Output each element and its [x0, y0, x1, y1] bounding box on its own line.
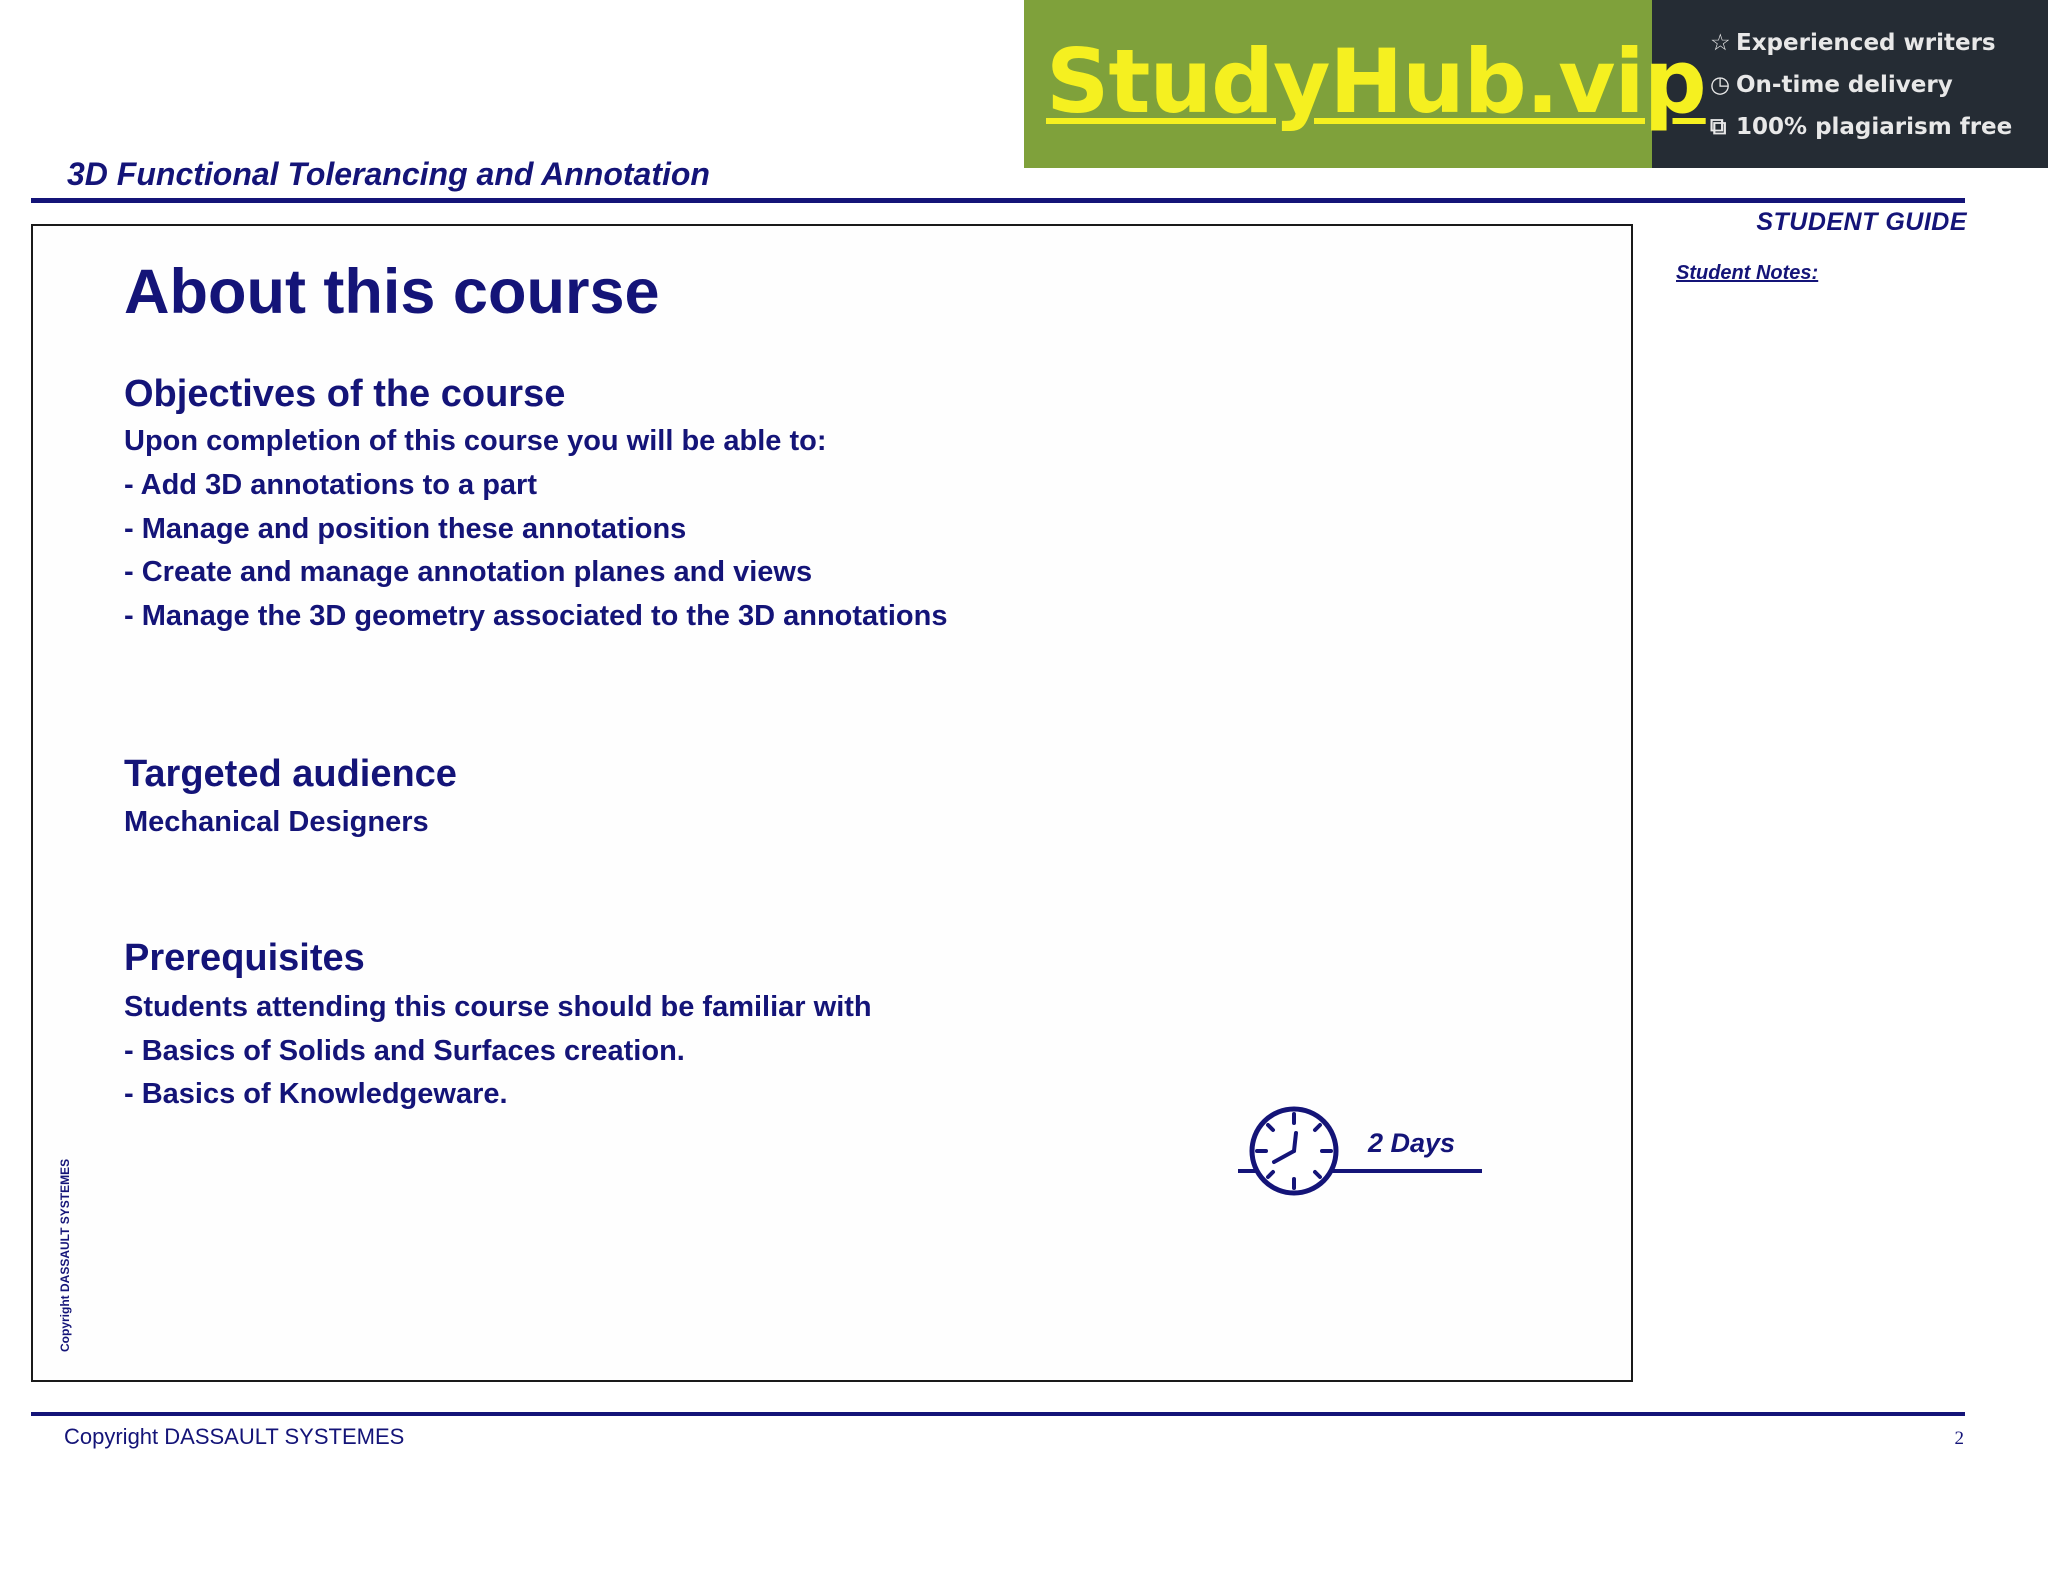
prerequisites-heading: Prerequisites [124, 937, 365, 979]
banner-feature-label: On-time delivery [1736, 72, 1953, 98]
objectives-line: - Manage the 3D geometry associated to the 3D annotations [124, 600, 948, 632]
banner-feature-label: 100% plagiarism free [1736, 114, 2013, 140]
course-duration: 2 Days [1368, 1128, 1456, 1158]
banner-feature-delivery [1710, 72, 1953, 98]
objectives-line: Upon completion of this course you will be able to: [124, 425, 827, 457]
star-icon: ☆ [1710, 30, 1731, 56]
objectives-line: - Manage and position these annotations [124, 513, 687, 545]
banner-feature-experienced [1710, 30, 1996, 56]
slide-title: About this course [124, 257, 660, 327]
vertical-copyright: Copyright DASSAULT SYSTEMES [58, 1158, 72, 1352]
objectives-heading: Objectives of the course [124, 373, 566, 415]
header-divider [31, 198, 1965, 203]
prerequisites-line: - Basics of Knowledgeware. [124, 1078, 508, 1110]
banner-feature-label: Experienced writers [1736, 30, 1996, 56]
document-title: 3D Functional Tolerancing and Annotation [67, 156, 710, 192]
copy-icon: ⧉ [1710, 114, 1727, 140]
prerequisites-line: Students attending this course should be familiar with [124, 991, 872, 1023]
page-number: 2 [1954, 1428, 1964, 1449]
audience-line: Mechanical Designers [124, 806, 429, 838]
promo-banner[interactable] [1024, 0, 2048, 168]
student-notes-label: Student Notes: [1676, 262, 1819, 284]
footer-divider [31, 1412, 1965, 1416]
banner-brand-logo[interactable]: StudyHub.vip [1046, 30, 1706, 133]
footer-copyright: Copyright DASSAULT SYSTEMES [64, 1424, 405, 1449]
prerequisites-line: - Basics of Solids and Surfaces creation. [124, 1035, 685, 1067]
clock-icon: ◷ [1710, 72, 1731, 98]
audience-heading: Targeted audience [124, 753, 457, 795]
objectives-line: - Create and manage annotation planes and views [124, 556, 813, 588]
banner-feature-plagiarism [1710, 114, 2012, 140]
student-guide-label: STUDENT GUIDE [1756, 208, 1967, 236]
objectives-line: - Add 3D annotations to a part [124, 469, 537, 501]
